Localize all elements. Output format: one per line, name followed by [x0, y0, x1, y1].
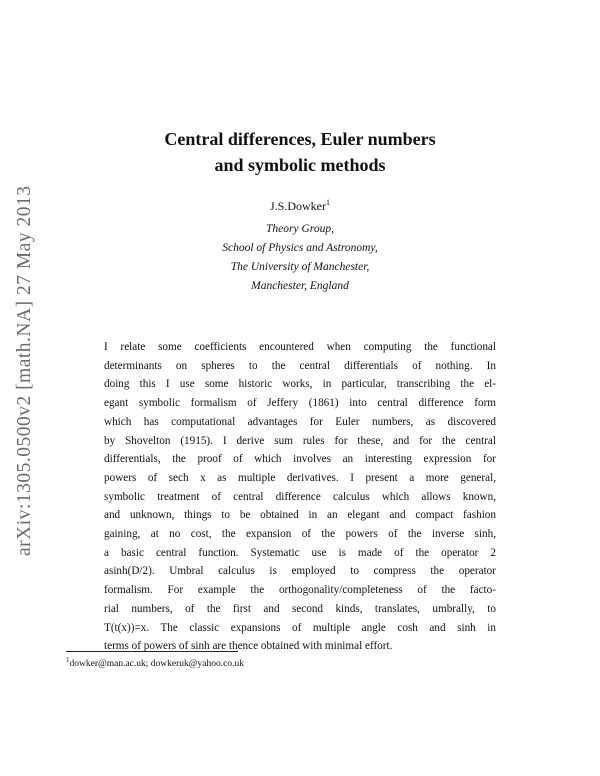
abstract-line: symbolic treatment of central difference calculus which allows known,: [104, 490, 496, 503]
abstract-line: by Shovelton (1915). I derive sum rules for these, and for the central: [104, 434, 496, 447]
title-line-2: and symbolic methods: [214, 155, 386, 175]
abstract-line: differentials, the proof of which involves an interesting expression for: [104, 453, 496, 466]
abstract-line: which has computational advantages for Euler numbers, as discovered: [104, 415, 496, 428]
footnote-rule: [66, 651, 238, 652]
footnote-mark: 1: [66, 656, 70, 664]
abstract-line: powers of sech x as multiple derivatives. I present a more general,: [104, 471, 496, 484]
arxiv-identifier-stamp: arXiv:1305.0500v2 [math.NA] 27 May 2013: [14, 185, 35, 556]
title-line-1: Central differences, Euler numbers: [164, 129, 436, 149]
abstract-line: a basic central function. Systematic use is made of the operator 2: [104, 546, 496, 559]
affiliation-line: The University of Manchester,: [230, 261, 370, 273]
author-name: J.S.Dowker: [270, 199, 326, 213]
abstract-line: formalism. For example the orthogonality/completeness of the facto-: [104, 584, 496, 597]
affiliation-line: School of Physics and Astronomy,: [222, 242, 378, 254]
author: [0, 198, 600, 214]
footnote: [66, 656, 244, 669]
affiliation-line: Manchester, England: [251, 280, 349, 292]
affiliation-line: Theory Group,: [266, 223, 334, 235]
abstract-line: terms of powers of sinh are thence obtained with minimal effort.: [104, 640, 393, 653]
abstract-line: determinants on spheres to the central differentials of nothing. In: [104, 359, 496, 372]
abstract-line: asinh(D/2). Umbral calculus is employed to compress the operator: [104, 565, 496, 578]
abstract-line: T(t(x))=x. The classic expansions of multiple angle cosh and sinh in: [104, 621, 496, 634]
abstract-line: and unknown, things to be obtained in an elegant and compact fashion: [104, 509, 496, 522]
affiliation: [0, 220, 600, 296]
abstract-line: egant symbolic formalism of Jeffery (1861) into central difference form: [104, 397, 496, 410]
abstract: [104, 338, 496, 656]
abstract-line: doing this I use some historic works, in particular, transcribing the el-: [104, 378, 496, 391]
abstract-line: rial numbers, of the first and second kinds, translates, umbrally, to: [104, 602, 496, 615]
abstract-line: I relate some coefficients encountered when computing the functional: [104, 341, 496, 353]
footnote-emails: dowker@man.ac.uk; dowkeruk@yahoo.co.uk: [69, 659, 244, 670]
author-footnote-mark: 1: [326, 198, 330, 207]
abstract-line: gaining, at no cost, the expansion of the powers of the inverse sinh,: [104, 528, 496, 541]
paper-title: [0, 126, 600, 178]
